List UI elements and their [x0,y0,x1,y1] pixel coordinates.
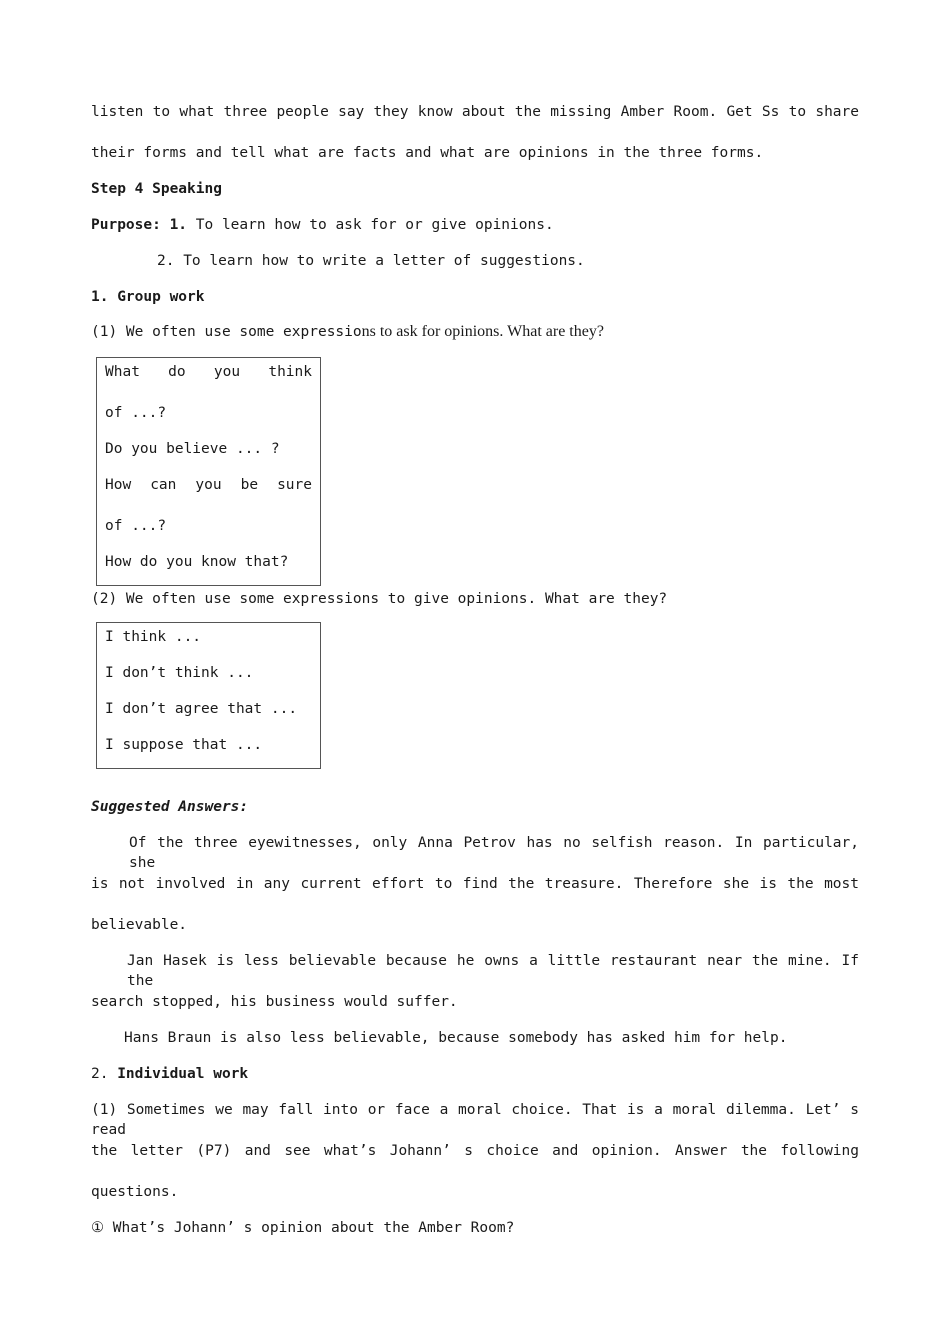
individual-work-heading [91,1064,248,1084]
individual-work-title: Individual work [117,1066,249,1082]
ask-expressions-box [96,357,321,586]
ask-expression-3b: of ...? [105,518,167,534]
ask-opinions-question [91,322,604,342]
purpose-item-2: 2. To learn how to write a letter of suggestions. [157,253,585,269]
give-expressions-box [96,622,321,769]
ask-opinions-question-part2: ns to ask for opinions. What are they? [361,323,604,340]
answer-p3-line-1: Hans Braun is also less believable, because somebody has asked him for help. [124,1030,788,1046]
suggested-answers-heading: Suggested Answers: [91,799,249,815]
answer-p2-line-2: search stopped, his business would suffer. [91,994,458,1010]
purpose-line-1 [91,215,554,235]
give-expression-1: I think ... [105,629,202,645]
purpose-label: Purpose: 1. [91,217,188,233]
ask-expression-1b: of ...? [105,405,167,421]
answer-p1-line-1: Of the three eyewitnesses, only Anna Petrov has no selfish reason. In particular, she [129,835,859,871]
intro-line-1: listen to what three people say they know about the missing Amber Room. Get Ss to share [91,104,859,120]
ask-expression-3a: How can you be sure [105,477,312,493]
step4-heading: Step 4 Speaking [91,181,222,197]
intro-line-2: their forms and tell what are facts and what are opinions in the three forms. [91,145,764,161]
individual-line-3: questions. [91,1184,179,1200]
ask-opinions-question-part1: (1) We often use some expressio [91,324,362,340]
answer-p1-line-3: believable. [91,917,188,933]
give-expression-2: I don’t think ... [105,665,254,681]
ask-expression-4: How do you know that? [105,554,289,570]
individual-line-2: the letter (P7) and see what’s Johann’ s choice and opinion. Answer the following [91,1143,859,1159]
individual-work-number: 2. [91,1066,109,1082]
give-expression-4: I suppose that ... [105,737,263,753]
ask-expression-2: Do you believe ... ? [105,441,280,457]
group-work-heading: 1. Group work [91,289,205,305]
johann-question-1: ① What’s Johann’ s opinion about the Amber Room? [91,1220,515,1236]
purpose-item-1: To learn how to ask for or give opinions. [195,217,554,233]
answer-p1-line-2: is not involved in any current effort to find the treasure. Therefore she is the most [91,876,859,892]
give-opinions-question: (2) We often use some expressions to give opinions. What are they? [91,591,668,607]
answer-p2-line-1: Jan Hasek is less believable because he owns a little restaurant near the mine. If the [127,953,859,989]
ask-expression-1a: What do you think [105,364,312,380]
individual-line-1: (1) Sometimes we may fall into or face a moral choice. That is a moral dilemma. Let’ s read [91,1102,859,1138]
give-expression-3: I don’t agree that ... [105,701,298,717]
